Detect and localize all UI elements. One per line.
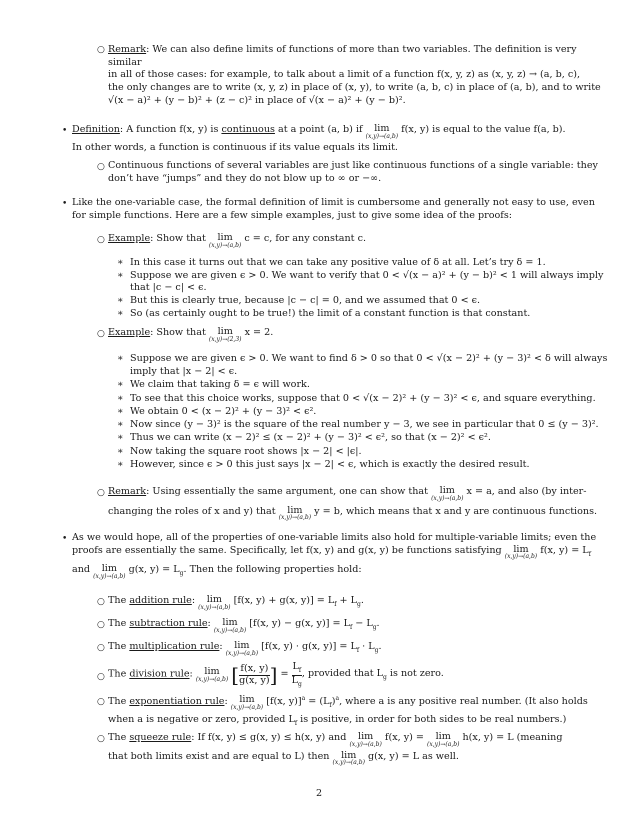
list-item: To see that this choice works, suppose that 0 < √(x − 2)² + (y − 3)² < ϵ, and square everything. — [130, 392, 596, 404]
remark-continuous-coordinates: Remark: Using essentially the same argument, one can show that lim (x,y)→(a,b) x = a, and also (by inter- changing the roles of x and y) that lim (x,y)→(a,b) y = b, which means that x and y are continuous functions. — [108, 485, 598, 522]
example-constant: Example: Show that lim (x,y)→(a,b) c = c, for any constant c. — [108, 232, 366, 249]
list-item: Now since (y − 3)² is the square of the real number y − 3, we see in particular that 0 ≤ (y − 3)². — [130, 419, 599, 431]
addition-rule: The addition rule: lim (x,y)→(a,b) [f(x, y) + g(x, $y)] = L_f + L_g$. — [108, 594, 364, 611]
limit-operator: lim (x,y)→(a,b) — [332, 749, 365, 767]
star-bullet-icon: ∗ — [117, 445, 124, 457]
limit-operator: lim (x,y)→(a,b) — [198, 594, 231, 611]
limit-operator: lim (x,y)→(a,b) — [278, 504, 312, 522]
limit-operator: lim (x,y)→(a,b) — [349, 731, 382, 748]
limit-operator: lim (x,y)→(a,b) — [195, 666, 229, 683]
bullet-icon: • — [62, 534, 68, 544]
list-item: Thus we can write (x − 2)² ≤ (x − 2)² + (y − 3)² < ϵ², so that (x − 2)² < ϵ². — [130, 432, 491, 444]
star-bullet-icon: ∗ — [117, 269, 124, 281]
circle-bullet-icon: ○ — [97, 488, 105, 498]
circle-bullet-icon: ○ — [97, 235, 105, 245]
remark-multivariable: Remark: We can also define limits of functions of more than two variables. The definition is very similar in all of those cases: for example, to talk about a limit of a function f(x, y, z) as (x, y, z) → (a, b, c), the only changes are to write (x, y, z) in place of (x, y), to write (a, b, c) in place of (a, b), and to write √(x − a)² + (y − b)² + (z − c)² in place of √(x − a)² + (y − b)². — [108, 44, 601, 106]
bullet-icon: • — [62, 199, 68, 209]
list-item: However, since ϵ > 0 this just says |x − 2| < ϵ, which is exactly the desired result. — [130, 458, 530, 470]
circle-bullet-icon: ○ — [97, 672, 105, 682]
continuity-note: Continuous functions of several variables are just like continuous functions of a single variable: they don’t have “jumps” and they do not blow up to ∞ or −∞. — [108, 160, 598, 184]
remark-label: Remark — [108, 486, 147, 497]
subtraction-rule: The subtraction rule: lim (x,y)→(a,b) [f(x, y) − g(x, $y)] = L_f - L_g$. — [108, 617, 380, 634]
division-rule-label: division rule — [129, 668, 190, 680]
limit-operator: lim (x,y)→(a,b) — [431, 485, 464, 502]
circle-bullet-icon: ○ — [97, 597, 105, 607]
left-bracket-icon: [ — [231, 663, 240, 687]
example-label: Example — [108, 327, 151, 338]
star-bullet-icon: ∗ — [117, 458, 124, 470]
list-item: In this case it turns out that we can take any positive value of δ at all. Let’s try δ = 1. — [130, 257, 546, 268]
star-bullet-icon: ∗ — [117, 379, 124, 391]
squeeze-rule-label: squeeze rule — [129, 732, 192, 743]
star-bullet-icon: ∗ — [117, 419, 124, 431]
exponentiation-rule-label: exponentiation rule — [129, 696, 225, 708]
continuous-term: continuous — [221, 124, 275, 135]
exponentiation-rule: The exponentiation rule: lim (x,y)→(a,b) [f(x, $y)]^a = (L_f)^a$, where a is any positive real number. (It also holds when a is negative or zero, provided $L_f$ is positive, in order for both sides to be real numbers.) — [108, 694, 588, 727]
squeeze-rule: The squeeze rule: If f(x, y) ≤ g(x, y) ≤ h(x, y) and lim (x,y)→(a,b) f(x, y) = lim (x,y)→(a,b) h(x, y) = L (meaning that both limits exist and are equal to L) then lim (x,y)→(a,b) g(x, y) = L as well. — [108, 731, 563, 767]
circle-bullet-icon: ○ — [97, 329, 105, 339]
list-item: Suppose we are given ϵ > 0. We want to find δ > 0 so that 0 < √(x − 2)² + (y − 3)² < δ will always — [130, 353, 608, 364]
star-bullet-icon: ∗ — [117, 353, 124, 364]
star-bullet-icon: ∗ — [117, 432, 124, 444]
subtraction-rule-label: subtraction rule — [129, 618, 208, 629]
star-bullet-icon: ∗ — [117, 294, 124, 306]
limit-operator: lim (x,y)→(a,b) — [208, 232, 242, 249]
addition-rule-label: addition rule — [129, 595, 192, 606]
list-item: Suppose we are given ϵ > 0. We want to verify that 0 < √(x − a)² + (y − b)² < 1 will always imply — [130, 269, 604, 281]
limit-operator: lim (x,y)→(a,b) — [225, 640, 259, 657]
fraction: $\frac{L_f}{L_g}$ — [291, 661, 302, 688]
circle-bullet-icon: ○ — [97, 620, 105, 630]
circle-bullet-icon: ○ — [97, 643, 105, 653]
remark-label: Remark — [108, 44, 147, 55]
limit-operator: lim (x,y)→(a,b) — [93, 563, 126, 580]
star-bullet-icon: ∗ — [117, 392, 124, 404]
limit-operator: lim (x,y)→(a,b) — [213, 617, 247, 634]
list-item: But this is clearly true, because |c − c| = 0, and we assumed that 0 < ϵ. — [130, 294, 481, 306]
multiplication-rule-label: multiplication rule — [129, 641, 220, 652]
example-x-limit-steps — [117, 352, 614, 471]
limit-operator: lim (x,y)→(2,3) — [208, 326, 242, 343]
fraction: $\frac{f(x, y)}{g(x, y)}$ — [239, 662, 270, 686]
definition-label: Definition — [72, 124, 120, 135]
star-bullet-icon: ∗ — [117, 307, 124, 319]
one-variable-paragraph: Like the one-variable case, the formal definition of limit is cumbersome and generally not easy to use, even for simple functions. Here are a few simple examples, just to give some idea of the proofs: — [72, 197, 595, 221]
limit-operator: lim (x,y)→(a,b) — [504, 543, 538, 561]
circle-bullet-icon: ○ — [97, 162, 105, 172]
list-item: So (as certainly ought to be true!) the limit of a constant function is that constant. — [130, 307, 531, 319]
circle-bullet-icon: ○ — [97, 734, 105, 744]
circle-bullet-icon: ○ — [97, 697, 105, 707]
example-label: Example — [108, 233, 151, 244]
example-constant-steps — [117, 257, 614, 320]
list-item: that |c − c| < ϵ. — [130, 282, 207, 294]
limit-operator: lim (x,y)→(a,b) — [230, 694, 264, 711]
list-item: imply that |x − 2| < ϵ. — [130, 366, 238, 378]
limit-operator: lim (x,y)→(a,b) — [365, 123, 399, 140]
circle-bullet-icon: ○ — [97, 45, 105, 55]
list-item: We claim that taking δ = ϵ will work. — [130, 379, 310, 391]
star-bullet-icon: ∗ — [117, 405, 124, 417]
limit-operator: lim (x,y)→(a,b) — [427, 731, 460, 748]
list-item: Now taking the square root shows |x − 2| < |ϵ|. — [130, 445, 362, 457]
definition-continuity: Definition: A function f(x, y) is continuous at a point (a, b) if lim (x,y)→(a,b) f(x, y) is equal to the value f(a, b). In other words, a function is continuous if its value equals its limit. — [72, 123, 566, 153]
right-bracket-icon: ] — [269, 663, 278, 687]
multiplication-rule: The multiplication rule: lim (x,y)→(a,b) [f(x, y) · g(x, $y)] = L_f \cdot L_g$. — [108, 640, 382, 657]
bullet-icon: • — [62, 126, 68, 136]
page-number: 2 — [315, 788, 323, 799]
list-item: We obtain 0 < (x − 2)² + (y − 3)² < ϵ². — [130, 405, 317, 417]
division-rule: The division rule: lim (x,y)→(a,b) [ $\frac{f(x, y)}{g(x, y)}$ ] = $\frac{L_f}{L_g}$ , provided that $L_g$ is not zero. — [108, 661, 444, 688]
limit-properties-paragraph: As we would hope, all of the properties of one-variable limits also hold for multiple-variable limits; even the proofs are essentially the same. Specifically, let f(x, y) and g(x, y) be functions satisfying lim (x,y)→(a,b) f(x, $y) = L_f$ and lim (x,y)→(a,b) g(x, $y) = L_g$. Then the following properties hold: — [72, 532, 597, 580]
star-bullet-icon: ∗ — [117, 257, 124, 268]
example-x-limit: Example: Show that lim (x,y)→(2,3) x = 2. — [108, 326, 274, 343]
